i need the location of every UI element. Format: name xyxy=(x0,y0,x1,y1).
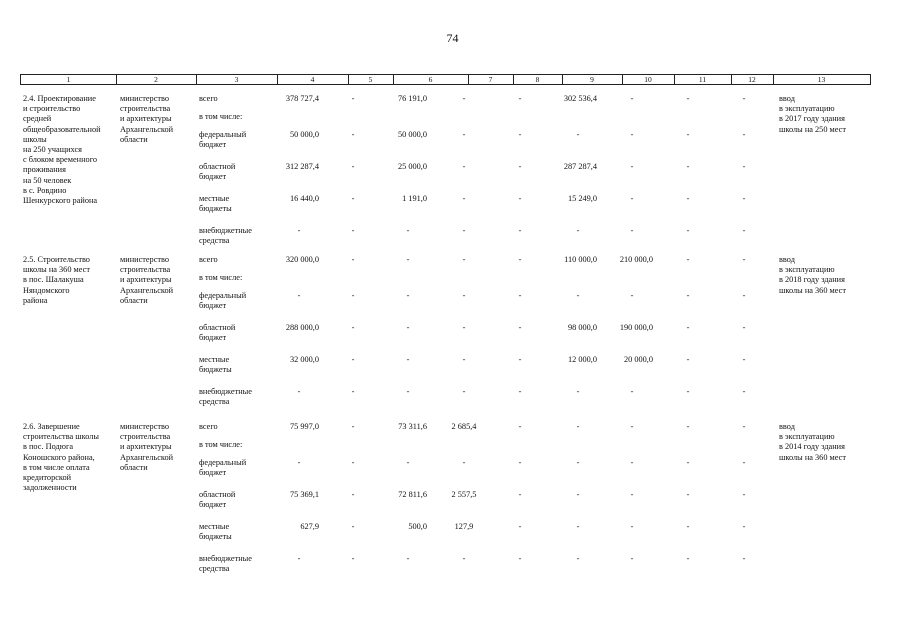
column-header-13: 13 xyxy=(817,75,826,84)
amount-col-12: - xyxy=(742,355,746,364)
amount-col-12: - xyxy=(742,522,746,531)
funding-source: в том числе: xyxy=(199,112,243,121)
amount-col-5: - xyxy=(351,458,355,467)
column-header-7: 7 xyxy=(488,75,493,84)
amount-col-8: - xyxy=(518,490,522,499)
amount-col-11: - xyxy=(686,291,690,300)
amount-col-6: 500,0 xyxy=(408,522,427,531)
amount-col-5: - xyxy=(351,194,355,203)
amount-col-12: - xyxy=(742,255,746,264)
amount-col-11: - xyxy=(686,94,690,103)
funding-source: федеральный бюджет xyxy=(199,291,247,311)
amount-col-6: 50 000,0 xyxy=(397,130,427,139)
amount-col-10: - xyxy=(630,422,634,431)
amount-col-9: 302 536,4 xyxy=(563,94,597,103)
amount-col-12: - xyxy=(742,422,746,431)
amount-col-10: - xyxy=(630,490,634,499)
funding-source: всего xyxy=(199,422,218,431)
column-header-8: 8 xyxy=(535,75,540,84)
page-number: 74 xyxy=(446,31,459,45)
amount-col-12: - xyxy=(742,291,746,300)
amount-col-5: - xyxy=(351,130,355,139)
amount-col-11: - xyxy=(686,226,690,235)
amount-col-6: - xyxy=(406,554,410,563)
amount-col-6: - xyxy=(406,387,410,396)
amount-col-10: - xyxy=(630,458,634,467)
amount-col-5: - xyxy=(351,554,355,563)
amount-col-10: - xyxy=(630,387,634,396)
amount-col-12: - xyxy=(742,94,746,103)
amount-col-10: 210 000,0 xyxy=(619,255,653,264)
amount-col-7: - xyxy=(462,387,466,396)
column-divider xyxy=(468,75,469,84)
funding-source: федеральный бюджет xyxy=(199,458,247,478)
amount-col-9: 15 249,0 xyxy=(567,194,597,203)
funding-source: внебюджетные средства xyxy=(199,554,252,574)
column-header-10: 10 xyxy=(644,75,652,84)
amount-col-5: - xyxy=(351,255,355,264)
amount-col-7: - xyxy=(462,458,466,467)
amount-col-11: - xyxy=(686,422,690,431)
amount-col-8: - xyxy=(518,355,522,364)
funding-source: местные бюджеты xyxy=(199,522,232,542)
amount-col-10: - xyxy=(630,226,634,235)
column-header-5: 5 xyxy=(368,75,373,84)
amount-col-8: - xyxy=(518,458,522,467)
column-header-9: 9 xyxy=(590,75,594,84)
column-header-12: 12 xyxy=(748,75,756,84)
amount-col-9: - xyxy=(576,226,580,235)
funding-source: местные бюджеты xyxy=(199,355,232,375)
amount-col-11: - xyxy=(686,130,690,139)
amount-col-6: - xyxy=(406,355,410,364)
amount-col-12: - xyxy=(742,226,746,235)
amount-col-8: - xyxy=(518,323,522,332)
amount-col-9: 287 287,4 xyxy=(563,162,597,171)
amount-col-4: 16 440,0 xyxy=(289,194,319,203)
amount-col-12: - xyxy=(742,387,746,396)
amount-col-12: - xyxy=(742,323,746,332)
amount-col-8: - xyxy=(518,226,522,235)
amount-col-11: - xyxy=(686,490,690,499)
funding-source: федеральный бюджет xyxy=(199,130,247,150)
amount-col-6: 1 191,0 xyxy=(402,194,427,203)
amount-col-4: 378 727,4 xyxy=(285,94,319,103)
amount-col-10: 20 000,0 xyxy=(623,355,653,364)
amount-col-10: - xyxy=(630,554,634,563)
amount-col-8: - xyxy=(518,387,522,396)
amount-col-4: - xyxy=(297,226,301,235)
responsible-executor: министерство строительства и архитектуры Архангельской области xyxy=(120,255,174,305)
column-divider xyxy=(731,75,732,84)
amount-col-9: - xyxy=(576,490,580,499)
amount-col-6: - xyxy=(406,255,410,264)
column-divider xyxy=(196,75,197,84)
amount-col-6: 25 000,0 xyxy=(397,162,427,171)
funding-source: областной бюджет xyxy=(199,323,236,343)
column-divider xyxy=(773,75,774,84)
amount-col-7: - xyxy=(462,194,466,203)
column-divider xyxy=(116,75,117,84)
funding-source: всего xyxy=(199,255,218,264)
measure-name: 2.5. Строительство школы на 360 мест в пос. Шалакуша Няндомского района xyxy=(23,255,90,305)
amount-col-11: - xyxy=(686,255,690,264)
amount-col-8: - xyxy=(518,130,522,139)
amount-col-11: - xyxy=(686,194,690,203)
responsible-executor: министерство строительства и архитектуры Архангельской области xyxy=(120,422,174,472)
amount-col-11: - xyxy=(686,458,690,467)
amount-col-4: 312 287,4 xyxy=(285,162,319,171)
amount-col-10: - xyxy=(630,94,634,103)
expected-result: ввод в эксплуатацию в 2017 году здания школы на 250 мест xyxy=(779,94,846,134)
amount-col-10: - xyxy=(630,162,634,171)
amount-col-5: - xyxy=(351,226,355,235)
amount-col-7: - xyxy=(462,323,466,332)
amount-col-8: - xyxy=(518,522,522,531)
funding-source: в том числе: xyxy=(199,273,243,282)
amount-col-9: - xyxy=(576,554,580,563)
amount-col-12: - xyxy=(742,194,746,203)
column-divider xyxy=(393,75,394,84)
amount-col-5: - xyxy=(351,522,355,531)
amount-col-9: - xyxy=(576,291,580,300)
funding-source: областной бюджет xyxy=(199,490,236,510)
amount-col-5: - xyxy=(351,422,355,431)
amount-col-8: - xyxy=(518,162,522,171)
funding-source: внебюджетные средства xyxy=(199,387,252,407)
amount-col-7: - xyxy=(462,226,466,235)
amount-col-10: - xyxy=(630,291,634,300)
column-number-header xyxy=(20,74,871,85)
amount-col-9: 98 000,0 xyxy=(567,323,597,332)
amount-col-5: - xyxy=(351,162,355,171)
expected-result: ввод в эксплуатацию в 2018 году здания школы на 360 мест xyxy=(779,255,846,295)
amount-col-7: 2 557,5 xyxy=(451,490,477,499)
amount-col-7: - xyxy=(462,162,466,171)
amount-col-4: 288 000,0 xyxy=(285,323,319,332)
amount-col-8: - xyxy=(518,422,522,431)
amount-col-9: - xyxy=(576,130,580,139)
amount-col-4: - xyxy=(297,291,301,300)
amount-col-4: 50 000,0 xyxy=(289,130,319,139)
amount-col-9: 110 000,0 xyxy=(564,255,597,264)
amount-col-10: - xyxy=(630,194,634,203)
amount-col-8: - xyxy=(518,194,522,203)
column-header-3: 3 xyxy=(234,75,239,84)
column-header-6: 6 xyxy=(428,75,433,84)
column-header-1: 1 xyxy=(66,75,71,84)
column-divider xyxy=(562,75,563,84)
amount-col-12: - xyxy=(742,554,746,563)
measure-name: 2.6. Завершение строительства школы в пос. Подюга Коношского района, в том числе оплата кредиторской задолженности xyxy=(23,422,100,493)
amount-col-4: 627,9 xyxy=(300,522,319,531)
amount-col-8: - xyxy=(518,291,522,300)
amount-col-11: - xyxy=(686,387,690,396)
amount-col-7: - xyxy=(462,554,466,563)
amount-col-6: 72 811,6 xyxy=(398,490,427,499)
amount-col-9: - xyxy=(576,522,580,531)
amount-col-6: - xyxy=(406,291,410,300)
amount-col-10: - xyxy=(630,130,634,139)
amount-col-12: - xyxy=(742,458,746,467)
amount-col-11: - xyxy=(686,162,690,171)
funding-source: всего xyxy=(199,94,218,103)
amount-col-5: - xyxy=(351,94,355,103)
amount-col-10: - xyxy=(630,522,634,531)
amount-col-7: - xyxy=(462,130,466,139)
measure-name: 2.4. Проектирование и строительство средней общеобразовательной школы на 250 учащихся с блоком временного проживания на 50 человек в с. Ровдино Шенкурского района xyxy=(23,94,101,206)
amount-col-7: - xyxy=(462,355,466,364)
funding-source: местные бюджеты xyxy=(199,194,232,214)
amount-col-12: - xyxy=(742,162,746,171)
amount-col-7: - xyxy=(462,255,466,264)
amount-col-5: - xyxy=(351,291,355,300)
amount-col-12: - xyxy=(742,130,746,139)
column-divider xyxy=(513,75,514,84)
amount-col-6: - xyxy=(406,323,410,332)
responsible-executor: министерство строительства и архитектуры Архангельской области xyxy=(120,94,174,144)
amount-col-8: - xyxy=(518,94,522,103)
amount-col-7: 2 685,4 xyxy=(451,422,477,431)
amount-col-7: - xyxy=(462,291,466,300)
amount-col-4: 320 000,0 xyxy=(285,255,319,264)
column-header-11: 11 xyxy=(698,75,707,84)
funding-source: областной бюджет xyxy=(199,162,236,182)
column-divider xyxy=(277,75,278,84)
amount-col-5: - xyxy=(351,323,355,332)
expected-result: ввод в эксплуатацию в 2014 году здания школы на 360 мест xyxy=(779,422,846,462)
amount-col-6: 76 191,0 xyxy=(397,94,427,103)
amount-col-6: 73 311,6 xyxy=(398,422,427,431)
amount-col-4: - xyxy=(297,387,301,396)
amount-col-12: - xyxy=(742,490,746,499)
amount-col-7: - xyxy=(462,94,466,103)
amount-col-10: 190 000,0 xyxy=(619,323,653,332)
amount-col-5: - xyxy=(351,355,355,364)
amount-col-8: - xyxy=(518,554,522,563)
amount-col-9: - xyxy=(576,387,580,396)
amount-col-6: - xyxy=(406,458,410,467)
amount-col-4: - xyxy=(297,554,301,563)
amount-col-7: 127,9 xyxy=(454,522,474,531)
column-divider xyxy=(674,75,675,84)
amount-col-11: - xyxy=(686,355,690,364)
funding-source: внебюджетные средства xyxy=(199,226,252,246)
amount-col-8: - xyxy=(518,255,522,264)
column-header-2: 2 xyxy=(154,75,158,84)
amount-col-9: 12 000,0 xyxy=(567,355,597,364)
amount-col-11: - xyxy=(686,554,690,563)
column-header-4: 4 xyxy=(310,75,315,84)
amount-col-9: - xyxy=(576,458,580,467)
amount-col-11: - xyxy=(686,522,690,531)
funding-source: в том числе: xyxy=(199,440,243,449)
amount-col-4: 32 000,0 xyxy=(289,355,319,364)
amount-col-11: - xyxy=(686,323,690,332)
amount-col-4: - xyxy=(297,458,301,467)
amount-col-6: - xyxy=(406,226,410,235)
amount-col-9: - xyxy=(576,422,580,431)
amount-col-4: 75 997,0 xyxy=(289,422,319,431)
amount-col-4: 75 369,1 xyxy=(289,490,319,499)
amount-col-5: - xyxy=(351,387,355,396)
amount-col-5: - xyxy=(351,490,355,499)
column-divider xyxy=(348,75,349,84)
column-divider xyxy=(622,75,623,84)
